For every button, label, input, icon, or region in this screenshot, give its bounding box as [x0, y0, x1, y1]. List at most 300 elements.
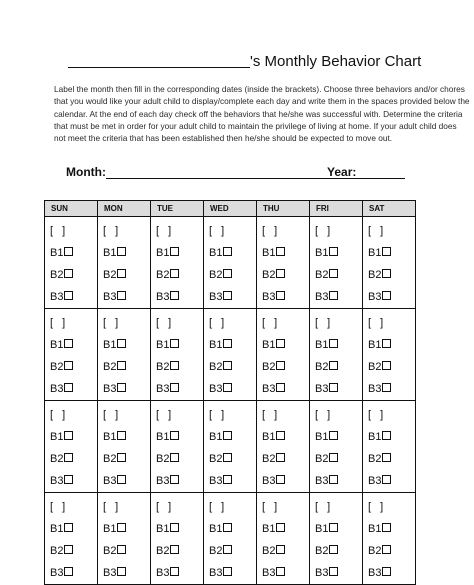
checkbox-icon[interactable]: [276, 431, 285, 440]
day-cell: [45, 309, 98, 401]
instructions-line: not meet the criteria that has been established then he/she should be expected to move out.: [54, 133, 393, 144]
checkbox-icon[interactable]: [276, 247, 285, 256]
behavior-line: [156, 264, 203, 286]
behavior-line: [156, 470, 203, 492]
date-brackets[interactable]: [ ]: [315, 317, 334, 329]
behavior-label: B1: [262, 339, 276, 351]
calendar-table: [44, 200, 416, 585]
checkbox-icon[interactable]: [117, 383, 126, 392]
behavior-line: [315, 562, 362, 584]
day-cell: [98, 493, 151, 585]
day-cell-content: [204, 217, 256, 308]
date-brackets[interactable]: [ ]: [209, 225, 228, 237]
behavior-label: B3: [50, 567, 64, 579]
behavior-label: B2: [50, 545, 64, 557]
checkbox-icon[interactable]: [276, 269, 285, 278]
behavior-line: [103, 448, 150, 470]
behavior-line: [368, 518, 415, 540]
day-cell: [363, 309, 416, 401]
instructions-line: that must be met in order for your adult child to maintain the privilege of living at home. If your adult child does: [54, 120, 457, 131]
week-row: [45, 217, 416, 309]
behavior-line: [262, 426, 309, 448]
behavior-line: [209, 242, 256, 264]
checkbox-icon[interactable]: [382, 453, 391, 462]
behavior-label: B2: [156, 269, 170, 281]
behavior-line: [50, 334, 97, 356]
behavior-line: [262, 448, 309, 470]
day-cell-content: [151, 309, 203, 400]
day-cell: [45, 493, 98, 585]
checkbox-icon[interactable]: [329, 247, 338, 256]
behavior-label: B2: [103, 269, 117, 281]
checkbox-icon[interactable]: [276, 545, 285, 554]
day-header-sat: SAT: [363, 201, 416, 217]
behavior-label: B2: [50, 269, 64, 281]
behavior-label: B2: [156, 453, 170, 465]
week-row: [45, 309, 416, 401]
day-cell-content: [204, 401, 256, 492]
checkbox-icon[interactable]: [382, 339, 391, 348]
checkbox-icon[interactable]: [64, 475, 73, 484]
checkbox-icon[interactable]: [223, 453, 232, 462]
day-cell: [363, 401, 416, 493]
day-cell-content: [257, 309, 309, 400]
checkbox-icon[interactable]: [382, 247, 391, 256]
day-cell-content: [204, 309, 256, 400]
checkbox-icon[interactable]: [117, 291, 126, 300]
behavior-label: B2: [209, 269, 223, 281]
checkbox-icon[interactable]: [329, 567, 338, 576]
checkbox-icon[interactable]: [117, 453, 126, 462]
date-brackets[interactable]: [ ]: [103, 501, 122, 513]
date-brackets[interactable]: [ ]: [368, 317, 387, 329]
behavior-label: B3: [50, 291, 64, 303]
day-cell: [204, 309, 257, 401]
day-cell: [363, 217, 416, 309]
instructions-line: that you would like your adult child to display/complete each day and write them in the spaces provided below the: [54, 96, 470, 107]
day-cell-content: [363, 401, 415, 492]
behavior-line: [262, 518, 309, 540]
behavior-line: [209, 286, 256, 308]
behavior-label: B2: [368, 545, 382, 557]
day-cell: [98, 401, 151, 493]
day-header-sun: SUN: [45, 201, 98, 217]
behavior-line: [368, 334, 415, 356]
checkbox-icon[interactable]: [170, 383, 179, 392]
checkbox-icon[interactable]: [276, 291, 285, 300]
date-brackets[interactable]: [ ]: [50, 409, 69, 421]
date-brackets[interactable]: [ ]: [103, 409, 122, 421]
date-brackets[interactable]: [ ]: [103, 317, 122, 329]
day-cell-content: [310, 401, 362, 492]
checkbox-icon[interactable]: [64, 453, 73, 462]
checkbox-icon[interactable]: [117, 545, 126, 554]
instructions-paragraph: [54, 83, 470, 144]
behavior-line: [262, 334, 309, 356]
behavior-label: B1: [156, 431, 170, 443]
day-cell: [204, 217, 257, 309]
date-brackets[interactable]: [ ]: [262, 317, 281, 329]
checkbox-icon[interactable]: [276, 383, 285, 392]
behavior-line: [156, 426, 203, 448]
behavior-line: [368, 470, 415, 492]
checkbox-icon[interactable]: [382, 545, 391, 554]
behavior-line: [209, 356, 256, 378]
behavior-label: B1: [368, 247, 382, 259]
behavior-line: [50, 470, 97, 492]
checkbox-icon[interactable]: [223, 567, 232, 576]
day-cell-content: [310, 309, 362, 400]
chart-title: [68, 46, 421, 72]
behavior-line: [315, 334, 362, 356]
behavior-label: B1: [156, 247, 170, 259]
checkbox-icon[interactable]: [223, 247, 232, 256]
behavior-label: B3: [50, 475, 64, 487]
behavior-label: B3: [156, 291, 170, 303]
date-brackets[interactable]: [ ]: [368, 409, 387, 421]
checkbox-icon[interactable]: [276, 361, 285, 370]
behavior-line: [209, 540, 256, 562]
checkbox-icon[interactable]: [117, 247, 126, 256]
behavior-line: [315, 448, 362, 470]
checkbox-icon[interactable]: [223, 269, 232, 278]
behavior-line: [209, 264, 256, 286]
checkbox-icon[interactable]: [117, 361, 126, 370]
date-brackets[interactable]: [ ]: [315, 225, 334, 237]
behavior-line: [209, 334, 256, 356]
behavior-label: B3: [156, 383, 170, 395]
checkbox-icon[interactable]: [64, 291, 73, 300]
day-cell: [151, 493, 204, 585]
behavior-line: [262, 356, 309, 378]
behavior-label: B1: [262, 431, 276, 443]
behavior-label: B1: [103, 339, 117, 351]
checkbox-icon[interactable]: [223, 383, 232, 392]
day-cell: [310, 493, 363, 585]
behavior-label: B3: [368, 475, 382, 487]
behavior-line: [103, 286, 150, 308]
behavior-line: [262, 286, 309, 308]
checkbox-icon[interactable]: [329, 523, 338, 532]
behavior-label: B3: [209, 567, 223, 579]
day-cell-content: [363, 217, 415, 308]
behavior-line: [103, 334, 150, 356]
day-cell-content: [151, 217, 203, 308]
behavior-label: B2: [50, 453, 64, 465]
behavior-line: [368, 426, 415, 448]
checkbox-icon[interactable]: [223, 291, 232, 300]
day-cell-content: [204, 493, 256, 584]
behavior-label: B1: [262, 247, 276, 259]
behavior-label: B3: [50, 383, 64, 395]
checkbox-icon[interactable]: [276, 453, 285, 462]
checkbox-icon[interactable]: [64, 361, 73, 370]
behavior-line: [103, 264, 150, 286]
behavior-label: B1: [156, 523, 170, 535]
checkbox-icon[interactable]: [117, 269, 126, 278]
checkbox-icon[interactable]: [64, 431, 73, 440]
behavior-label: B1: [209, 339, 223, 351]
behavior-label: B1: [156, 339, 170, 351]
date-brackets[interactable]: [ ]: [262, 501, 281, 513]
behavior-label: B1: [50, 431, 64, 443]
behavior-label: B2: [368, 453, 382, 465]
instructions-line: calendar. At the end of each day check off the behaviors that he/she was successful with. Determine the criteria: [54, 108, 463, 119]
behavior-line: [262, 470, 309, 492]
date-brackets[interactable]: [ ]: [103, 225, 122, 237]
date-brackets[interactable]: [ ]: [209, 501, 228, 513]
day-cell: [310, 217, 363, 309]
behavior-label: B2: [156, 361, 170, 373]
checkbox-icon[interactable]: [329, 291, 338, 300]
behavior-label: B1: [368, 431, 382, 443]
behavior-line: [315, 378, 362, 400]
behavior-label: B3: [156, 567, 170, 579]
checkbox-icon[interactable]: [276, 339, 285, 348]
behavior-line: [315, 540, 362, 562]
day-cell: [257, 309, 310, 401]
behavior-line: [50, 242, 97, 264]
behavior-line: [50, 378, 97, 400]
year-label: Year:: [327, 165, 357, 179]
behavior-line: [156, 334, 203, 356]
behavior-line: [103, 562, 150, 584]
day-cell-content: [98, 401, 150, 492]
date-brackets[interactable]: [ ]: [315, 501, 334, 513]
behavior-line: [315, 518, 362, 540]
behavior-line: [156, 356, 203, 378]
checkbox-icon[interactable]: [170, 291, 179, 300]
behavior-line: [103, 470, 150, 492]
behavior-line: [209, 470, 256, 492]
behavior-line: [156, 562, 203, 584]
date-brackets[interactable]: [ ]: [156, 501, 175, 513]
checkbox-icon[interactable]: [170, 269, 179, 278]
checkbox-icon[interactable]: [64, 269, 73, 278]
checkbox-icon[interactable]: [64, 383, 73, 392]
behavior-label: B2: [103, 545, 117, 557]
behavior-label: B3: [156, 475, 170, 487]
checkbox-icon[interactable]: [223, 339, 232, 348]
date-brackets[interactable]: [ ]: [50, 225, 69, 237]
behavior-line: [103, 378, 150, 400]
checkbox-icon[interactable]: [223, 523, 232, 532]
behavior-line: [156, 540, 203, 562]
checkbox-icon[interactable]: [329, 383, 338, 392]
date-brackets[interactable]: [ ]: [156, 225, 175, 237]
behavior-label: B2: [315, 545, 329, 557]
behavior-label: B3: [315, 475, 329, 487]
behavior-line: [315, 264, 362, 286]
behavior-line: [50, 540, 97, 562]
behavior-label: B2: [209, 545, 223, 557]
behavior-label: B3: [103, 383, 117, 395]
behavior-label: B2: [209, 361, 223, 373]
behavior-label: B2: [315, 269, 329, 281]
checkbox-icon[interactable]: [170, 247, 179, 256]
date-brackets[interactable]: [ ]: [315, 409, 334, 421]
behavior-label: B1: [368, 339, 382, 351]
checkbox-icon[interactable]: [329, 269, 338, 278]
calendar-body: [45, 217, 416, 585]
behavior-label: B1: [103, 247, 117, 259]
behavior-line: [103, 540, 150, 562]
behavior-line: [368, 242, 415, 264]
checkbox-icon[interactable]: [382, 475, 391, 484]
date-brackets[interactable]: [ ]: [50, 501, 69, 513]
name-blank-line: [68, 52, 250, 68]
behavior-line: [368, 378, 415, 400]
behavior-label: B2: [368, 269, 382, 281]
behavior-label: B1: [368, 523, 382, 535]
day-cell: [45, 401, 98, 493]
behavior-line: [368, 562, 415, 584]
date-brackets[interactable]: [ ]: [50, 317, 69, 329]
checkbox-icon[interactable]: [170, 431, 179, 440]
behavior-line: [368, 264, 415, 286]
behavior-line: [103, 356, 150, 378]
date-brackets[interactable]: [ ]: [209, 409, 228, 421]
title-text: 's Monthly Behavior Chart: [250, 53, 422, 70]
checkbox-icon[interactable]: [382, 567, 391, 576]
date-brackets[interactable]: [ ]: [262, 225, 281, 237]
behavior-line: [50, 264, 97, 286]
behavior-line: [368, 356, 415, 378]
behavior-line: [315, 356, 362, 378]
year-blank-line: [357, 178, 405, 179]
checkbox-icon[interactable]: [117, 523, 126, 532]
day-cell: [151, 217, 204, 309]
day-header-row: [45, 201, 416, 217]
checkbox-icon[interactable]: [117, 431, 126, 440]
day-cell-content: [363, 309, 415, 400]
day-header-thu: THU: [257, 201, 310, 217]
checkbox-icon[interactable]: [329, 475, 338, 484]
day-cell: [98, 309, 151, 401]
day-cell-content: [310, 217, 362, 308]
date-brackets[interactable]: [ ]: [156, 409, 175, 421]
week-row: [45, 493, 416, 585]
checkbox-icon[interactable]: [170, 453, 179, 462]
day-cell-content: [310, 493, 362, 584]
day-cell: [98, 217, 151, 309]
checkbox-icon[interactable]: [64, 339, 73, 348]
checkbox-icon[interactable]: [64, 523, 73, 532]
behavior-line: [50, 448, 97, 470]
checkbox-icon[interactable]: [170, 523, 179, 532]
behavior-line: [262, 242, 309, 264]
date-brackets[interactable]: [ ]: [368, 501, 387, 513]
checkbox-icon[interactable]: [276, 475, 285, 484]
behavior-line: [50, 426, 97, 448]
checkbox-icon[interactable]: [329, 431, 338, 440]
day-cell: [151, 309, 204, 401]
behavior-label: B2: [315, 453, 329, 465]
checkbox-icon[interactable]: [329, 339, 338, 348]
behavior-label: B3: [262, 291, 276, 303]
behavior-label: B2: [103, 361, 117, 373]
behavior-label: B2: [262, 269, 276, 281]
behavior-line: [315, 426, 362, 448]
behavior-line: [50, 356, 97, 378]
behavior-line: [368, 448, 415, 470]
behavior-label: B2: [156, 545, 170, 557]
checkbox-icon[interactable]: [329, 545, 338, 554]
day-cell-content: [257, 401, 309, 492]
behavior-label: B1: [315, 431, 329, 443]
day-cell: [45, 217, 98, 309]
date-brackets[interactable]: [ ]: [368, 225, 387, 237]
behavior-label: B3: [262, 383, 276, 395]
checkbox-icon[interactable]: [382, 383, 391, 392]
behavior-label: B1: [315, 523, 329, 535]
checkbox-icon[interactable]: [382, 361, 391, 370]
checkbox-icon[interactable]: [170, 545, 179, 554]
checkbox-icon[interactable]: [64, 247, 73, 256]
behavior-line: [209, 426, 256, 448]
behavior-label: B1: [315, 339, 329, 351]
checkbox-icon[interactable]: [382, 291, 391, 300]
behavior-line: [262, 378, 309, 400]
behavior-line: [209, 378, 256, 400]
behavior-label: B1: [209, 431, 223, 443]
checkbox-icon[interactable]: [170, 475, 179, 484]
checkbox-icon[interactable]: [382, 431, 391, 440]
checkbox-icon[interactable]: [223, 545, 232, 554]
behavior-line: [315, 470, 362, 492]
day-cell-content: [151, 493, 203, 584]
behavior-line: [315, 286, 362, 308]
month-year-row: [62, 161, 422, 183]
checkbox-icon[interactable]: [223, 431, 232, 440]
date-brackets[interactable]: [ ]: [262, 409, 281, 421]
checkbox-icon[interactable]: [117, 475, 126, 484]
checkbox-icon[interactable]: [170, 361, 179, 370]
behavior-line: [368, 286, 415, 308]
behavior-label: B2: [262, 361, 276, 373]
day-header-wed: WED: [204, 201, 257, 217]
checkbox-icon[interactable]: [382, 269, 391, 278]
behavior-line: [315, 242, 362, 264]
checkbox-icon[interactable]: [64, 545, 73, 554]
checkbox-icon[interactable]: [329, 453, 338, 462]
checkbox-icon[interactable]: [276, 567, 285, 576]
date-brackets[interactable]: [ ]: [209, 317, 228, 329]
checkbox-icon[interactable]: [382, 523, 391, 532]
checkbox-icon[interactable]: [170, 339, 179, 348]
checkbox-icon[interactable]: [117, 567, 126, 576]
checkbox-icon[interactable]: [329, 361, 338, 370]
behavior-label: B2: [50, 361, 64, 373]
behavior-label: B3: [103, 291, 117, 303]
checkbox-icon[interactable]: [170, 567, 179, 576]
behavior-line: [209, 562, 256, 584]
checkbox-icon[interactable]: [117, 339, 126, 348]
date-brackets[interactable]: [ ]: [156, 317, 175, 329]
checkbox-icon[interactable]: [276, 523, 285, 532]
day-cell-content: [45, 401, 97, 492]
behavior-line: [50, 286, 97, 308]
behavior-line: [156, 378, 203, 400]
day-cell-content: [151, 401, 203, 492]
checkbox-icon[interactable]: [223, 361, 232, 370]
behavior-label: B3: [315, 383, 329, 395]
behavior-label: B2: [103, 453, 117, 465]
behavior-label: B3: [368, 383, 382, 395]
behavior-label: B1: [209, 247, 223, 259]
checkbox-icon[interactable]: [223, 475, 232, 484]
checkbox-icon[interactable]: [64, 567, 73, 576]
